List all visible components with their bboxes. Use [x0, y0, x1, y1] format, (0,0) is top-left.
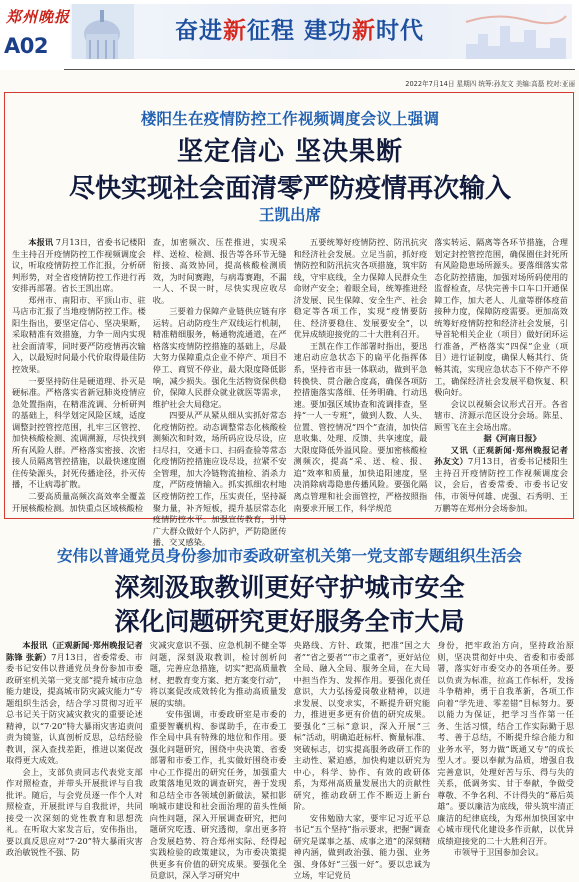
header-rule: [64, 60, 575, 70]
article-body: [12, 237, 568, 548]
text-column: [294, 237, 428, 513]
paragraph: 郑州市、南阳市、平顶山市、驻马店市汇报了当地疫情防控工作。楼阳生指出，要坚定信心、坚决果断，采取精准有效措施，力争一周内实现社会面清零，同时要严防疫情再次输入，以最短时间最小代价取得最佳防控效果。: [12, 294, 146, 375]
article-headline-line1: 坚定信心 坚决果断: [176, 137, 404, 167]
paragraph: 会议以视频会议形式召开。各省辖市、济源示范区设分会场。陈星、顾雪飞在主会场出席。: [434, 398, 568, 432]
text-column: [149, 640, 287, 880]
article-pretitle: 楼阳生在疫情防控工作视频调度会议上强调: [140, 110, 440, 128]
paragraph: 市领导于卫国参加会议。: [453, 847, 544, 857]
paragraph: 三要着力保障产业链供应链有序运转。启动防疫生产双线运行机制，精准精细服务，畅通物流通道，在严格落实疫情防控措施的基础上，尽最大努力保障重点企业不停产、项目不停工、商贸不停业，最大限度降低影响，减少损失。强化生活物资保供稳价，保障人民群众就业就医等需求，维护社会大局稳定。: [152, 306, 287, 409]
text-column: [12, 237, 146, 513]
text-column: [434, 237, 568, 513]
second-article: [0, 524, 579, 880]
text-column: [152, 237, 287, 548]
article-headline-line1: 深刻汲取教训更好守护城市安全: [114, 573, 465, 602]
paragraph: 一要坚持防住是硬道理、扑灭是硬标准。严格落实省新冠肺炎疫情应急处置指南，在精准流调、分析研判的基础上，科学划定风险区域，适度调整封控管控范围，扎牢三区管控、加快核酸检测、流调溯源，尽快找到所有风险人群。严格落实密接、次密接人员隔离管控措施，以最快速度圈住传染源头，封死传播途径，扑灭传播，不让病毒扩散。: [12, 375, 146, 490]
text-column: [437, 640, 574, 870]
city-skyline-graphic: [466, 4, 566, 59]
source-credit: 据《河南日报》: [483, 433, 541, 444]
paragraph: 查，加密频次、压茬推进，实现采样、送检、检测、报告等各环节无缝衔接、高效协同，提高核酸检测质效，为时间赛跑，与病毒赛跑，不漏一人、不误一时，尽快实现应收尽收。: [152, 237, 287, 305]
paragraph: 央路线、方针、政策，把准“国之大者”“省之要者”“市之重者”，更好站位全局、融入全局、服务全局，在大局中担当作为、发挥作用。要强化责任意识，大力弘扬爱岗敬业精神，以进求发展、以变求实，不断提升研究能力，推进更多更有价值的研究成果。要强化“三标”意识，深入开展“三标”活动，明确追赶标杆、衡量标准、突破标志，切实提高服务政研工作的主动性、紧迫感，加快构建以研究为中心，科学、协作、有效的政研体系，为郑州高质量发展出大的贡献性研究，推动政研工作不断迈上新台阶。: [293, 640, 431, 811]
article-headline-line2: 深化问题研究更好服务全市大局: [114, 607, 465, 636]
paragraph: 会上，支部负责同志代表党支部作对照检查，并带头开展批评与自我批评。随后，与会党员逐一作个人对照检查，开展批评与自我批评，共同接受一次深刻的党性教育和思想洗礼。在听取大家发言后，安伟指出，要以真反思应对“7·20”特大暴雨灾害政治敏锐性不强、防: [6, 766, 143, 857]
paragraph: 安伟强调，市委政研室是市委的重要智囊机构、参谋助手，在市委工作全局中具有特殊的地位和作用。要强化问题研究，围绕中央决策、省委部署和市委工作，扎实做好围绕市委中心工作提出的研究任务，加强重大政策落地见效的调查研究，善于发现和总结全市各领域创新做法，紧扣影响城市建设和社会面治理的苗头性倾向性问题，深入开展调查研究，把问题研究吃透、研究透彻，拿出更多符合发展趋势、符合郑州实际、经得起实践检验的政策建议，为市委决策提供更多有价值的研究成果。要强化全员意识，深入学习研究中: [149, 709, 287, 880]
paragraph: 二要高质量高频次高效率全覆盖开展核酸检测。加快重点区域核酸检: [12, 491, 146, 513]
issue-meta: 2022年7月14日 星期四 统筹:孙友文 美编:高磊 校对:亚丽: [405, 80, 575, 88]
article-headline-line2: 尽快实现社会面清零严防疫情再次输入: [68, 174, 511, 204]
dome-building-graphic: [72, 4, 134, 59]
text-column: [6, 640, 143, 870]
section-slogan: 奋进新征程 建功新时代: [175, 18, 425, 44]
paragraph: 身份，把牢政治方向，坚持政治原则，坚决贯彻好中央、省委和市委部署，落实好市委交办的各项任务。要以负责为标准，拉高工作标杆，发扬斗争精神，勇于自我革新，各项工作向着“学先进、零差错”目标努力。要以能力为保证，把学习当作第一任务、生活习惯，结合工作实际勤于思考、善于总结，不断提升综合能力和业务水平，努力做“既通又专”的成长型人才。要以奉献为品质，增强自我完善意识，处理好苦与乐、得与失的关系，低调务实、甘于奉献，争做受尊敬、不争名利、不计得失的“幕后英雄”。要以廉洁为底线，带头筑牢清正廉洁的纪律底线，为郑州加快国家中心城市现代化建设多作贡献，以优异成绩迎接党的二十大胜利召开。: [437, 640, 574, 846]
paragraph: 本报讯（正观新闻·郑州晚报记者 陈锋 张新）7月13日，省委常委、市委书记安伟以普通党员身份参加市委政研室机关第一党支部“提升城市应急能力建设，提高城市防灾减灾能力”专题组织生活会，结合学习贯彻习近平总书记关于防灾减灾救灾的重要论述精神，以“7·20”特大暴雨灾害追责问责为镜鉴，认真剖析反思，总结经验教训，深入查找差距，推进以案促改取得更大成效。: [6, 640, 143, 765]
paragraph: 又讯（正观新闻·郑州晚报记者 孙友文）7月13日，省委书记楼阳生主持召开疫情防控工作视频调度会议，会后，省委常委、市委书记安伟，市领导何雄、虎强、石秀明、王万鹏等在郑州分会场参加。: [434, 444, 568, 513]
paragraph: 灾减灾意识不强、应急机制不健全等问题，深刻汲取教训，检讨剖析问题，完善应急措施，切实“把高质量教材、把教育变方案、把方案变行动”，将以案促改成效转化为推动高质量发展的实绩。: [149, 640, 287, 708]
paragraph: 安伟勉励大家，要牢记习近平总书记“五个坚持”指示要求，把握“调查研究是谋事之基、成事之道”的深刻精神内涵，做到政治强、能力强、业务强、身体好“三强一好”。要以忠诚为立场，牢记党员: [293, 812, 431, 880]
article-subtitle: 王凯出席: [258, 206, 321, 224]
paragraph: 王凯在作工作部署时指出，要迅速启动应急状态下的扁平化指挥体系，坚持省市县一体联动，做到平急转换快、贯合融合度高，确保各项防控措施落实落细、任务明确、行动迅速。要加强区域协查和流调排查，坚持“一人一专班”，做到人数、人头、位置、管控情况“四个”查清，加快信息收集、处理、反馈、共享速度，最大限度降低外溢风险。要加密核酸检测频次，提高“采、送、检、报、追”效率和质量，加快追阳速度，坚决消除病毒隐患传播风险。要强化隔离点管理和社会面管控，严格按照指南要求开展工作，科学规范: [293, 340, 428, 513]
newspaper-brand: 郑州晚报: [6, 8, 71, 26]
lead-article: [4, 92, 574, 548]
text-column: [293, 640, 431, 880]
page-number: A02: [4, 34, 48, 58]
paragraph: 本报讯 7月13日，省委书记楼阳生主持召开疫情防控工作视频调度会议，听取疫情防控工作汇报，分析研判形势，对全省疫情防控工作进行再安排再部署。省长王凯出席。: [12, 237, 146, 294]
section-banner: [70, 4, 572, 59]
paragraph: 四要从严从紧从细从实抓好常态化疫情防控。动态调整常态化核酸检测频次和时效，场所码应设尽设，应扫尽扫，交通卡口、扫码查验等常态化疫情防控措施应设尽设，拉紧不安全管理，加大冷链物流抽检、消杀力度，严防疫情输入。抓实抓细农村地区疫情防控工作，压实责任，坚持凝聚力量，补齐短板，提升基层常态化疫情防控水平。加强宣传教育，引导广大群众做好个人防护，严防隐匿传播、交叉感染。: [152, 410, 287, 548]
paragraph: 五要统筹好疫情防控、防汛抗灾和经济社会发展。立足当前，抓好疫情防控和防汛抗灾各项措施，筑牢防线，守牢底线，全力保障人民群众生命财产安全；着眼全局，统筹推进经济发展、民生保障、安全生产、社会稳定等各项工作，实现“疫情要防住、经济要稳住、发展要安全”，以优异成绩迎接党的二十大胜利召开。: [293, 237, 428, 340]
article-body: [6, 640, 574, 880]
paragraph: 落实转运、隔离等各环节措施，合理划定封控管控范围，确保圈住封死所有风险隐患场所源头。要落细落实常态化防控措施，加强对场所码使用的监督检查，尽快完善卡口车口开通保障工作，加大老人、儿童等群体疫苗接种力度，保障防疫需要。更加高效统筹好疫情防控和经济社会发展，引导首轮相关企业（项目）做好闭环运行准备，严格落实“四保”企业（项目）进行证制度，确保人畅其行、货畅其流，实现应急状态下不停产不停工，确保经济社会发展平稳恢复、积极向好。: [434, 237, 568, 398]
page-masthead: [0, 0, 579, 70]
article-pretitle: 安伟以普通党员身份参加市委政研室机关第一党支部专题组织生活会: [56, 547, 522, 565]
